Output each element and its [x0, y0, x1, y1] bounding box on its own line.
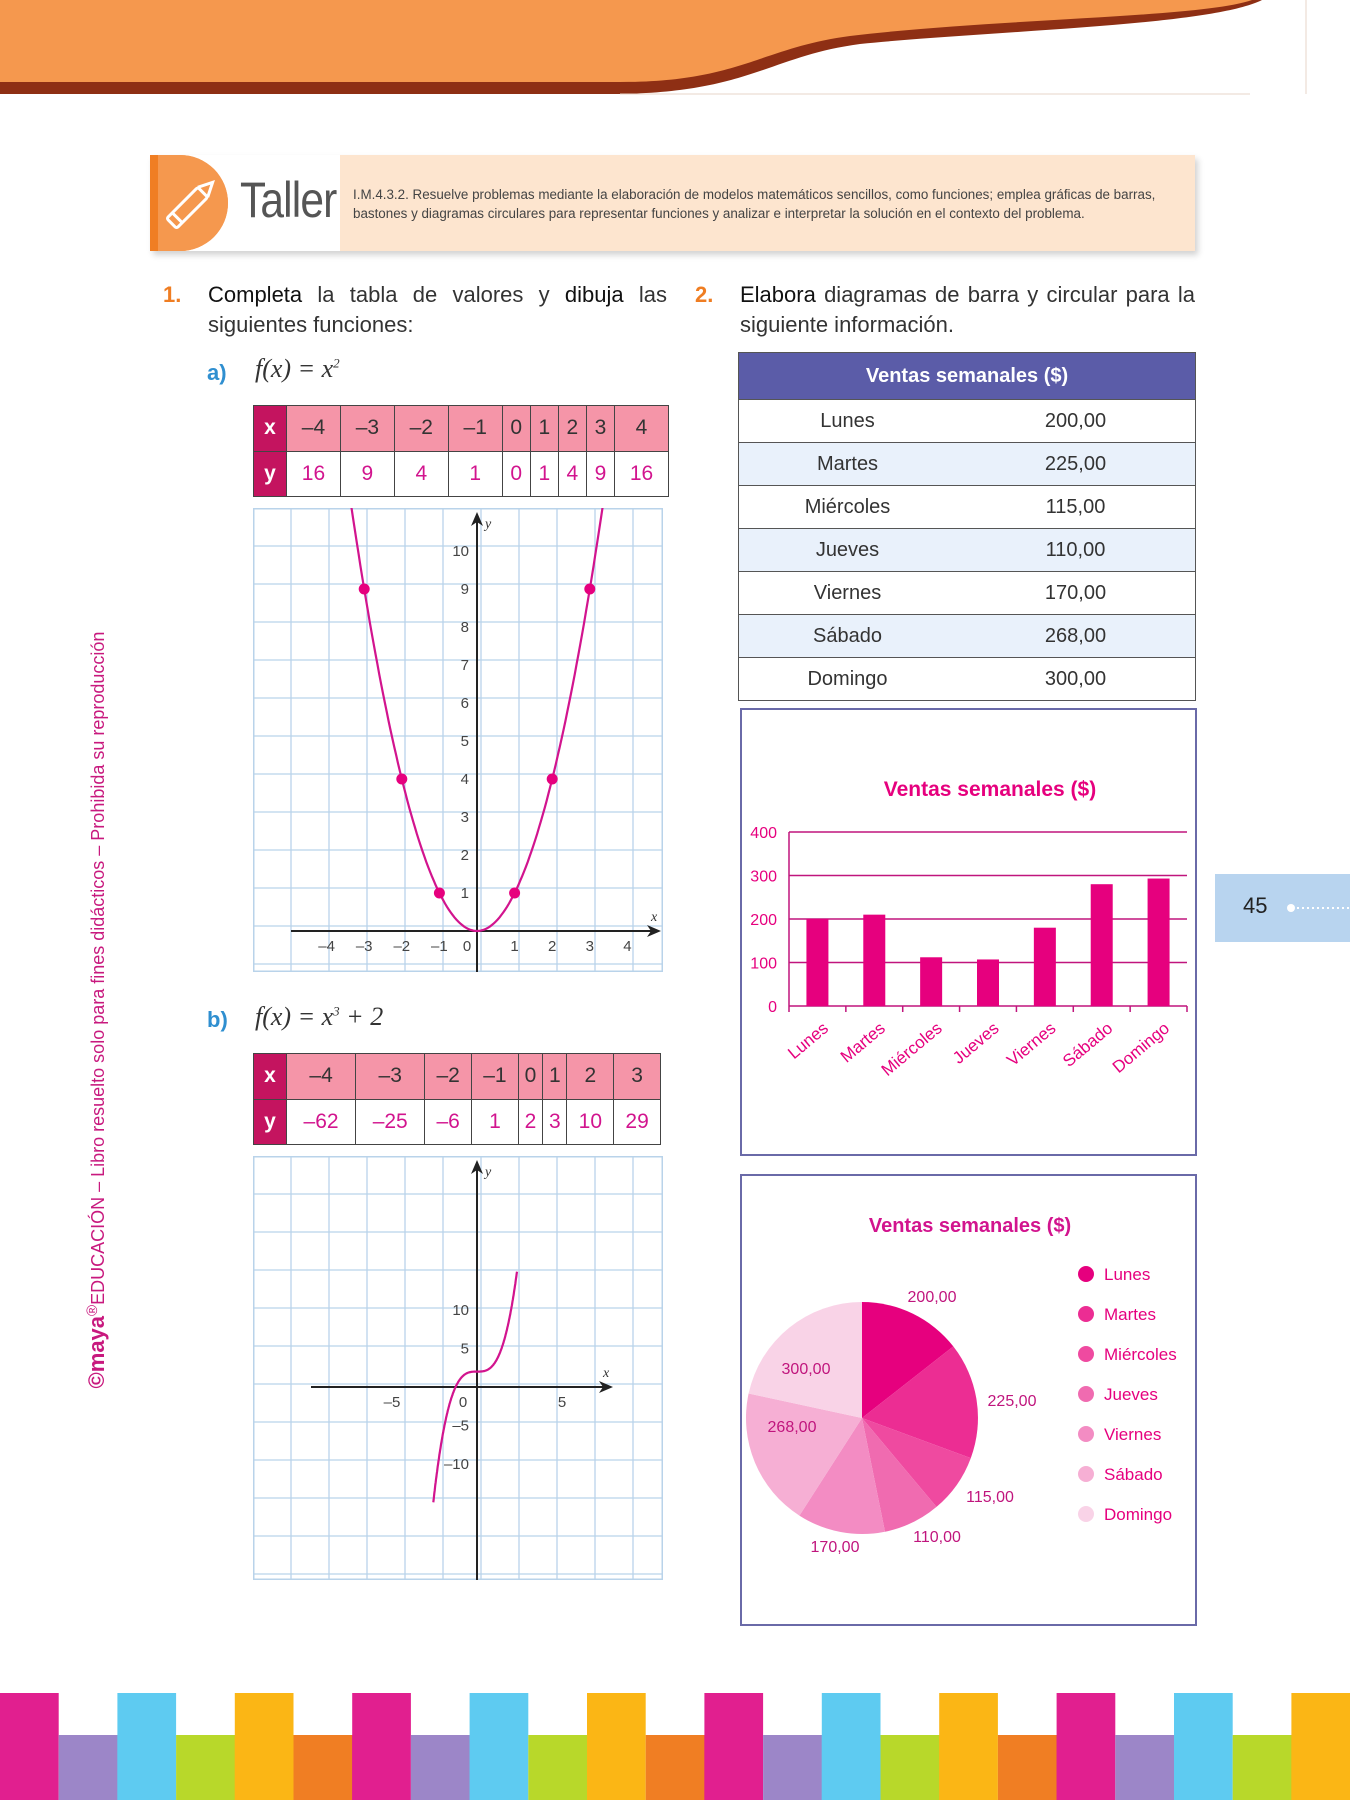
copyright-reg: ®: [84, 1304, 101, 1316]
value-table-a: [253, 405, 669, 497]
table-header-x: x: [254, 1054, 287, 1100]
x-tick-label: Viernes: [1003, 1018, 1060, 1070]
legend-swatch: [1078, 1506, 1094, 1522]
y-tick-label: 9: [460, 581, 469, 598]
bar-chart-title: Ventas semanales ($): [883, 778, 1097, 801]
pie-value-label: 200,00: [907, 1289, 957, 1306]
copyright-text: EDUCACIÓN – Libro resuelto solo para fines didácticos – Prohibida su reproducción: [88, 631, 108, 1305]
y-tick-label: 1: [460, 885, 469, 902]
x-tick-label: Martes: [836, 1018, 889, 1067]
x-tick-label: –1: [431, 938, 448, 955]
legend-swatch: [1078, 1266, 1094, 1282]
y-tick-label: 200: [750, 912, 777, 929]
x-tick-label: 3: [585, 938, 594, 955]
exercise-1a-label: a): [207, 360, 227, 385]
x-tick-label: –5: [383, 1394, 401, 1411]
exercise-1a-function: $f(x) = x^2$: [255, 354, 340, 383]
y-tick-label: 300: [750, 868, 777, 886]
pie-value-label: 110,00: [913, 1529, 961, 1546]
bar-domingo: [1148, 879, 1170, 1006]
stripe: [1233, 1735, 1292, 1800]
table-row: Viernes 170,00: [739, 572, 1196, 615]
footer-stripes: [0, 1693, 1350, 1800]
grid-border: [254, 1157, 663, 1580]
legend-label: Martes: [1104, 1305, 1156, 1324]
exercise-1b-label: b): [207, 1007, 228, 1032]
pie-chart: [742, 1176, 1195, 1624]
x-tick-label: 4: [623, 938, 632, 955]
pencil-icon: [150, 155, 230, 251]
exercise-1-statement: [208, 280, 667, 340]
exercise-1-text1: la tabla de valores y: [302, 282, 565, 307]
data-point: [547, 774, 558, 785]
stripe: [0, 1735, 59, 1800]
stripe: [294, 1735, 353, 1800]
table-header-y: y: [254, 1099, 287, 1145]
stripe: [411, 1735, 470, 1800]
graph-cubic: [253, 1156, 663, 1580]
value-table-b: [253, 1053, 661, 1145]
taller-banner: [150, 155, 1195, 251]
bar-chart: [742, 710, 1195, 1154]
legend-label: Lunes: [1104, 1265, 1151, 1284]
legend-label: Domingo: [1104, 1505, 1173, 1524]
taller-tab: [150, 155, 340, 251]
stripe: [1057, 1735, 1116, 1800]
page-number: 45: [1243, 893, 1268, 918]
exercise-1b-function: $f(x) = x^3 + 2$: [255, 1002, 384, 1031]
stripe: [528, 1735, 587, 1800]
data-point: [434, 888, 445, 899]
x-tick-label: –2: [393, 938, 411, 955]
y-tick-label: 0: [768, 999, 777, 1016]
x-tick-label: 5: [557, 1394, 567, 1411]
exercise-1-text2: las siguientes funciones:: [208, 282, 667, 337]
stripe: [470, 1735, 529, 1800]
y-tick-label: 6: [460, 695, 469, 712]
y-tick-label: –10: [443, 1456, 469, 1473]
y-axis-label: y: [485, 1165, 492, 1180]
pie-chart-title: Ventas semanales ($): [868, 1215, 1072, 1237]
stripe: [352, 1735, 411, 1800]
y-tick-label: 4: [460, 771, 469, 788]
stripe: [117, 1735, 176, 1800]
y-tick-label: 3: [460, 809, 469, 826]
stripe: [1115, 1735, 1174, 1800]
skill-description: I.M.4.3.2. Resuelve problemas mediante la elaboración de modelos matemáticos sencillos, como funciones; emplea gráficas de barras, bastones y diagramas circulares para representar funciones y analizar e interpretar la solución en el contexto del problema.: [353, 187, 1156, 221]
pie-value-label: 115,00: [966, 1489, 1014, 1506]
bar-sábado: [1091, 884, 1113, 1006]
pie-value-label: 300,00: [781, 1361, 831, 1378]
data-point: [359, 584, 370, 595]
x-axis-label: x: [651, 910, 658, 925]
legend-swatch: [1078, 1386, 1094, 1402]
dots-decoration: [1287, 904, 1350, 912]
exercise-1-number: 1.: [163, 282, 182, 307]
data-point: [584, 584, 595, 595]
y-tick-label: 5: [460, 1340, 469, 1358]
stripe: [704, 1735, 763, 1800]
table-row: Miércoles 115,00: [739, 486, 1196, 529]
y-tick-label: 8: [460, 619, 469, 636]
taller-title: Taller: [240, 172, 337, 228]
legend-swatch: [1078, 1346, 1094, 1362]
exercise-2-text: diagramas de barra y circular para la siguiente información.: [740, 282, 1195, 337]
legend-label: Jueves: [1104, 1385, 1158, 1404]
bar-chart-frame: [740, 708, 1197, 1156]
x-tick-label: Miércoles: [877, 1018, 946, 1080]
sales-table: [738, 352, 1196, 701]
header-wave: [0, 0, 1350, 100]
stripe: [1174, 1735, 1233, 1800]
value-table-a-x-row: x –4 –3 –2 –1 0 1 2 3 4: [254, 406, 669, 452]
stripe: [1291, 1735, 1350, 1800]
x-tick-label: 0: [462, 938, 472, 955]
table-header-y: y: [254, 451, 287, 497]
bar-martes: [863, 915, 885, 1006]
sales-table-title: Ventas semanales ($): [739, 353, 1196, 400]
exercise-1-verb2: dibuja: [564, 282, 624, 307]
bar-miércoles: [920, 957, 942, 1006]
pie-chart-frame: [740, 1174, 1197, 1626]
legend-label: Viernes: [1104, 1425, 1162, 1444]
exercise-2-verb: Elabora: [740, 282, 816, 307]
bar-lunes: [806, 919, 828, 1006]
y-tick-label: 10: [452, 1302, 469, 1319]
y-tick-label: 2: [460, 847, 469, 864]
value-table-b-x-row: x –4 –3 –2 –1 0 1 2 3: [254, 1054, 661, 1100]
exercise-2-statement: [740, 280, 1195, 340]
legend-swatch: [1078, 1466, 1094, 1482]
pie-value-label: 225,00: [987, 1393, 1037, 1410]
copyright-notice: [84, 600, 110, 1420]
pie-value-label: 170,00: [810, 1539, 860, 1556]
y-tick-label: 7: [460, 657, 469, 674]
y-tick-label: 5: [460, 733, 469, 750]
bar-viernes: [1034, 928, 1056, 1006]
y-tick-label: 400: [750, 825, 777, 842]
x-tick-label: 2: [548, 938, 557, 955]
x-tick-label: 0: [458, 1394, 468, 1411]
table-row: Jueves 110,00: [739, 529, 1196, 572]
copyright-brand: ©maya: [84, 1315, 109, 1389]
legend-swatch: [1078, 1306, 1094, 1322]
y-tick-label: 100: [750, 955, 777, 973]
y-axis-label: y: [485, 517, 492, 532]
x-tick-label: –4: [318, 938, 335, 955]
exercise-1-verb1: Completa: [208, 282, 303, 307]
legend-swatch: [1078, 1426, 1094, 1442]
stripe: [646, 1735, 705, 1800]
table-row: Lunes 200,00: [739, 400, 1196, 443]
stripe: [235, 1735, 294, 1800]
stripe: [998, 1735, 1057, 1800]
page-number-tab: [1215, 874, 1350, 942]
x-tick-label: Lunes: [784, 1018, 832, 1063]
pie-value-label: 268,00: [767, 1419, 817, 1436]
stripe: [822, 1735, 881, 1800]
value-table-b-y-row: y –62 –25 –6 1 2 3 10 29: [254, 1099, 661, 1145]
stripe: [939, 1735, 998, 1800]
data-point: [509, 888, 520, 899]
bar-jueves: [977, 959, 999, 1006]
table-row: Domingo 300,00: [739, 658, 1196, 701]
x-tick-label: Jueves: [949, 1018, 1003, 1068]
x-axis-label: x: [603, 1366, 610, 1381]
value-table-a-y-row: y 16 9 4 1 0 1 4 9 16: [254, 451, 669, 497]
x-tick-label: –3: [355, 938, 373, 955]
stripe: [763, 1735, 822, 1800]
stripe: [587, 1735, 646, 1800]
exercise-2-number: 2.: [695, 282, 714, 307]
table-row: Martes 225,00: [739, 443, 1196, 486]
table-row: Sábado 268,00: [739, 615, 1196, 658]
y-tick-label: –5: [452, 1417, 469, 1435]
x-tick-label: Sábado: [1059, 1018, 1117, 1071]
legend-label: Miércoles: [1104, 1345, 1177, 1364]
data-point: [396, 774, 407, 785]
grid-border: [254, 509, 663, 972]
y-tick-label: 10: [452, 543, 469, 560]
x-tick-label: 1: [510, 938, 519, 955]
x-tick-label: Domingo: [1108, 1018, 1174, 1077]
stripe: [59, 1735, 118, 1800]
table-header-x: x: [254, 406, 287, 452]
legend-label: Sábado: [1104, 1465, 1163, 1484]
graph-parabola: [253, 508, 663, 972]
stripe: [176, 1735, 235, 1800]
stripe: [881, 1735, 940, 1800]
